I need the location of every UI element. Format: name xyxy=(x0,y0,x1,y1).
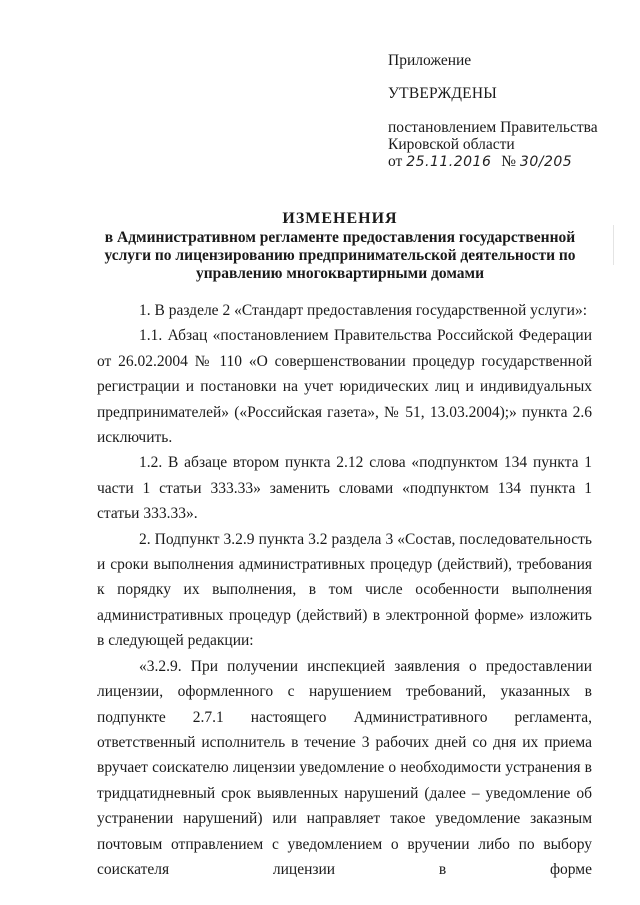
decree-date-line xyxy=(388,153,628,171)
paragraph-1-2: 1.2. В абзаце втором пункта 2.12 слова «подпунктом 134 пункта 1 части 1 статьи 333.33» заменить словами «подпунктом 134 пункта 1 статьи 333.33». xyxy=(97,454,592,523)
handwritten-number: 30/205 xyxy=(519,154,573,170)
scan-mark xyxy=(613,225,614,265)
approved-label: УТВЕРЖДЕНЫ xyxy=(388,85,497,102)
paragraph-3-2-9: «3.2.9. При получении инспекцией заявления о предоставлении лицензии, оформленного с нарушением требований, указанных в подпункте 2.7.1 настоящего Административного регламента, ответственный исполнитель в течение 3 рабочих дней со дня их приема вручает соискателю лицензии уведомление о необходимости устранения в тридцатидневный срок выявленных нарушений (далее – уведомление об устранении нарушений) или направляет такое уведомление заказным почтовым отправлением с уведомлением о вручении либо по выбору соискателя лицензии в форме xyxy=(97,657,592,878)
decree-line-1: постановлением Правительства xyxy=(388,119,598,136)
title-line-2: услуги по лицензированию предпринимательской деятельности по xyxy=(104,247,576,264)
date-prefix: от xyxy=(388,153,403,170)
title-line-3: управлению многоквартирными домами xyxy=(195,265,485,282)
paragraph-1: 1. В разделе 2 «Стандарт предоставления государственной услуги»: xyxy=(139,302,588,319)
decree-line-2: Кировской области xyxy=(388,136,515,153)
title-main: ИЗМЕНЕНИЯ xyxy=(282,210,398,227)
title-line-1: в Административном регламенте предоставления государственной xyxy=(104,229,576,246)
number-sign: № xyxy=(501,153,517,170)
document-body xyxy=(97,298,592,882)
paragraph-1-1: 1.1. Абзац «постановлением Правительства Российской Федерации от 26.02.2004 № 110 «О совершенствовании процедур государственной регистрации и постановки на учет юридических лиц и индивидуальных предпринимателей» («Российская газета», № 51, 13.03.2004);» пункта 2.6 исключить. xyxy=(97,327,592,447)
appendix-label: Приложение xyxy=(388,52,472,69)
approval-header xyxy=(388,52,628,171)
paragraph-2: 2. Подпункт 3.2.9 пункта 3.2 раздела 3 «Состав, последовательность и сроки выполнения административных процедур (действий), требования к порядку их выполнения, в том числе особенности выполнения административных процедур (действий) в электронной форме» изложить в следующей редакции: xyxy=(97,530,592,650)
document-title xyxy=(90,210,590,283)
handwritten-date: 25.11.2016 xyxy=(406,154,492,170)
